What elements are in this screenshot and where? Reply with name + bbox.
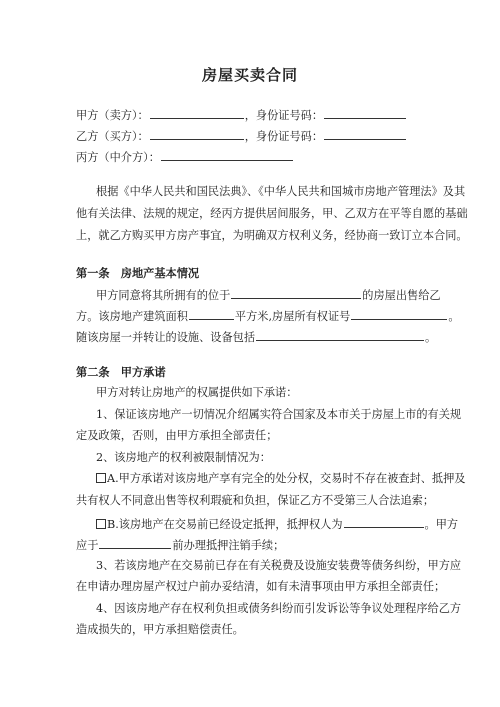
option-b-line-1	[96, 516, 458, 532]
deadline-blank[interactable]	[99, 537, 171, 549]
cert-number-blank[interactable]	[351, 308, 447, 320]
preamble-line-3: 上，就乙方购买甲方房产事宜，为明确双方权利义务，经协商一致订立本合同。	[76, 229, 468, 242]
party-a-line	[76, 107, 407, 123]
facilities-blank[interactable]	[256, 329, 424, 341]
option-b-text: B.该房地产在交易前已经设定抵押，抵押权人为	[107, 518, 343, 531]
promise-3-line-1: 3、若该房地产在交易前已存在有关税费及设施安装费等债务纠纷，甲方应	[96, 559, 462, 572]
article-1-line-1	[96, 287, 441, 303]
party-b-id-label: ，身份证号码：	[244, 130, 324, 143]
promise-1-line-2: 定及政策，否则，由甲方承担全部责任；	[76, 429, 278, 442]
facilities-end: 。	[425, 331, 437, 344]
party-c-line	[76, 149, 294, 165]
preamble-line-1: 根据《中华人民共和国民法典》、《中华人民共和国城市房地产管理法》及其	[96, 185, 466, 198]
contract-title: 房屋买卖合同	[201, 66, 298, 84]
party-a-id-label: ，身份证号码：	[244, 109, 324, 122]
party-c-name-blank[interactable]	[161, 149, 293, 161]
party-a-name-blank[interactable]	[150, 107, 244, 119]
option-a-line-1	[96, 472, 465, 486]
location-label: 甲方同意将其所拥有的位于	[96, 289, 231, 302]
option-a-line-2: 共有权人不同意出售等权利瑕疵和负担，保证乙方不受第三人合法追索；	[76, 494, 435, 507]
area-blank[interactable]	[189, 308, 234, 320]
article-2-heading: 第二条 甲方承诺	[76, 365, 166, 379]
article-1-heading: 第一条 房地产基本情况	[76, 266, 200, 280]
promise-2: 2、该房地产的权利被限制情况为：	[96, 451, 271, 464]
party-b-name-blank[interactable]	[150, 128, 244, 140]
location-blank[interactable]	[231, 287, 361, 299]
preamble-line-2: 他有关法律、法规的规定，经丙方提供居间服务，甲、乙双方在平等自愿的基础	[76, 207, 468, 220]
option-b-line-2	[76, 537, 284, 553]
facilities-label: 随该房屋一并转让的设施、设备包括	[76, 331, 256, 344]
article-1-line-2	[76, 308, 460, 324]
cert-end: 。	[448, 310, 460, 323]
promise-3-line-2: 在申请办理房屋产权过户前办妥结清，如有未清事项由甲方承担全部责任；	[76, 580, 446, 593]
deadline-label: 应于	[76, 539, 99, 552]
option-a-text: A.甲方承诺对该房地产享有完全的处分权，交易时不存在被查封、抵押及	[107, 472, 466, 485]
article-1-line-3	[76, 329, 436, 345]
option-b-party: 。甲方	[424, 518, 459, 531]
party-a-label: 甲方（卖方）：	[76, 109, 149, 122]
party-b-label: 乙方（买方）：	[76, 130, 149, 143]
party-a-id-blank[interactable]	[324, 107, 406, 119]
party-b-id-blank[interactable]	[324, 128, 406, 140]
cert-label: 平方米,房屋所有权证号	[234, 310, 351, 323]
party-c-label: 丙方（中介方）：	[76, 151, 160, 164]
promise-4-line-1: 4、因该房地产存在权利负担或债务纠纷而引发诉讼等争议处理程序给乙方	[96, 602, 462, 615]
option-a-checkbox[interactable]	[96, 473, 106, 483]
mortgagee-blank[interactable]	[344, 516, 424, 528]
sell-label: 的房屋出售给乙	[362, 289, 441, 302]
option-b-checkbox[interactable]	[96, 519, 106, 529]
promise-4-line-2: 造成损失的，甲方承担赔偿责任。	[76, 623, 244, 636]
article-2-intro: 甲方对转让房地产的权属提供如下承诺：	[96, 386, 298, 399]
deadline-text: 前办理抵押注销手续；	[172, 539, 285, 552]
promise-1-line-1: 1、保证该房地产一切情况介绍属实符合国家及本市关于房屋上市的有关规	[96, 408, 462, 421]
area-label: 方。该房地产建筑面积	[76, 310, 188, 323]
party-b-line	[76, 128, 407, 144]
